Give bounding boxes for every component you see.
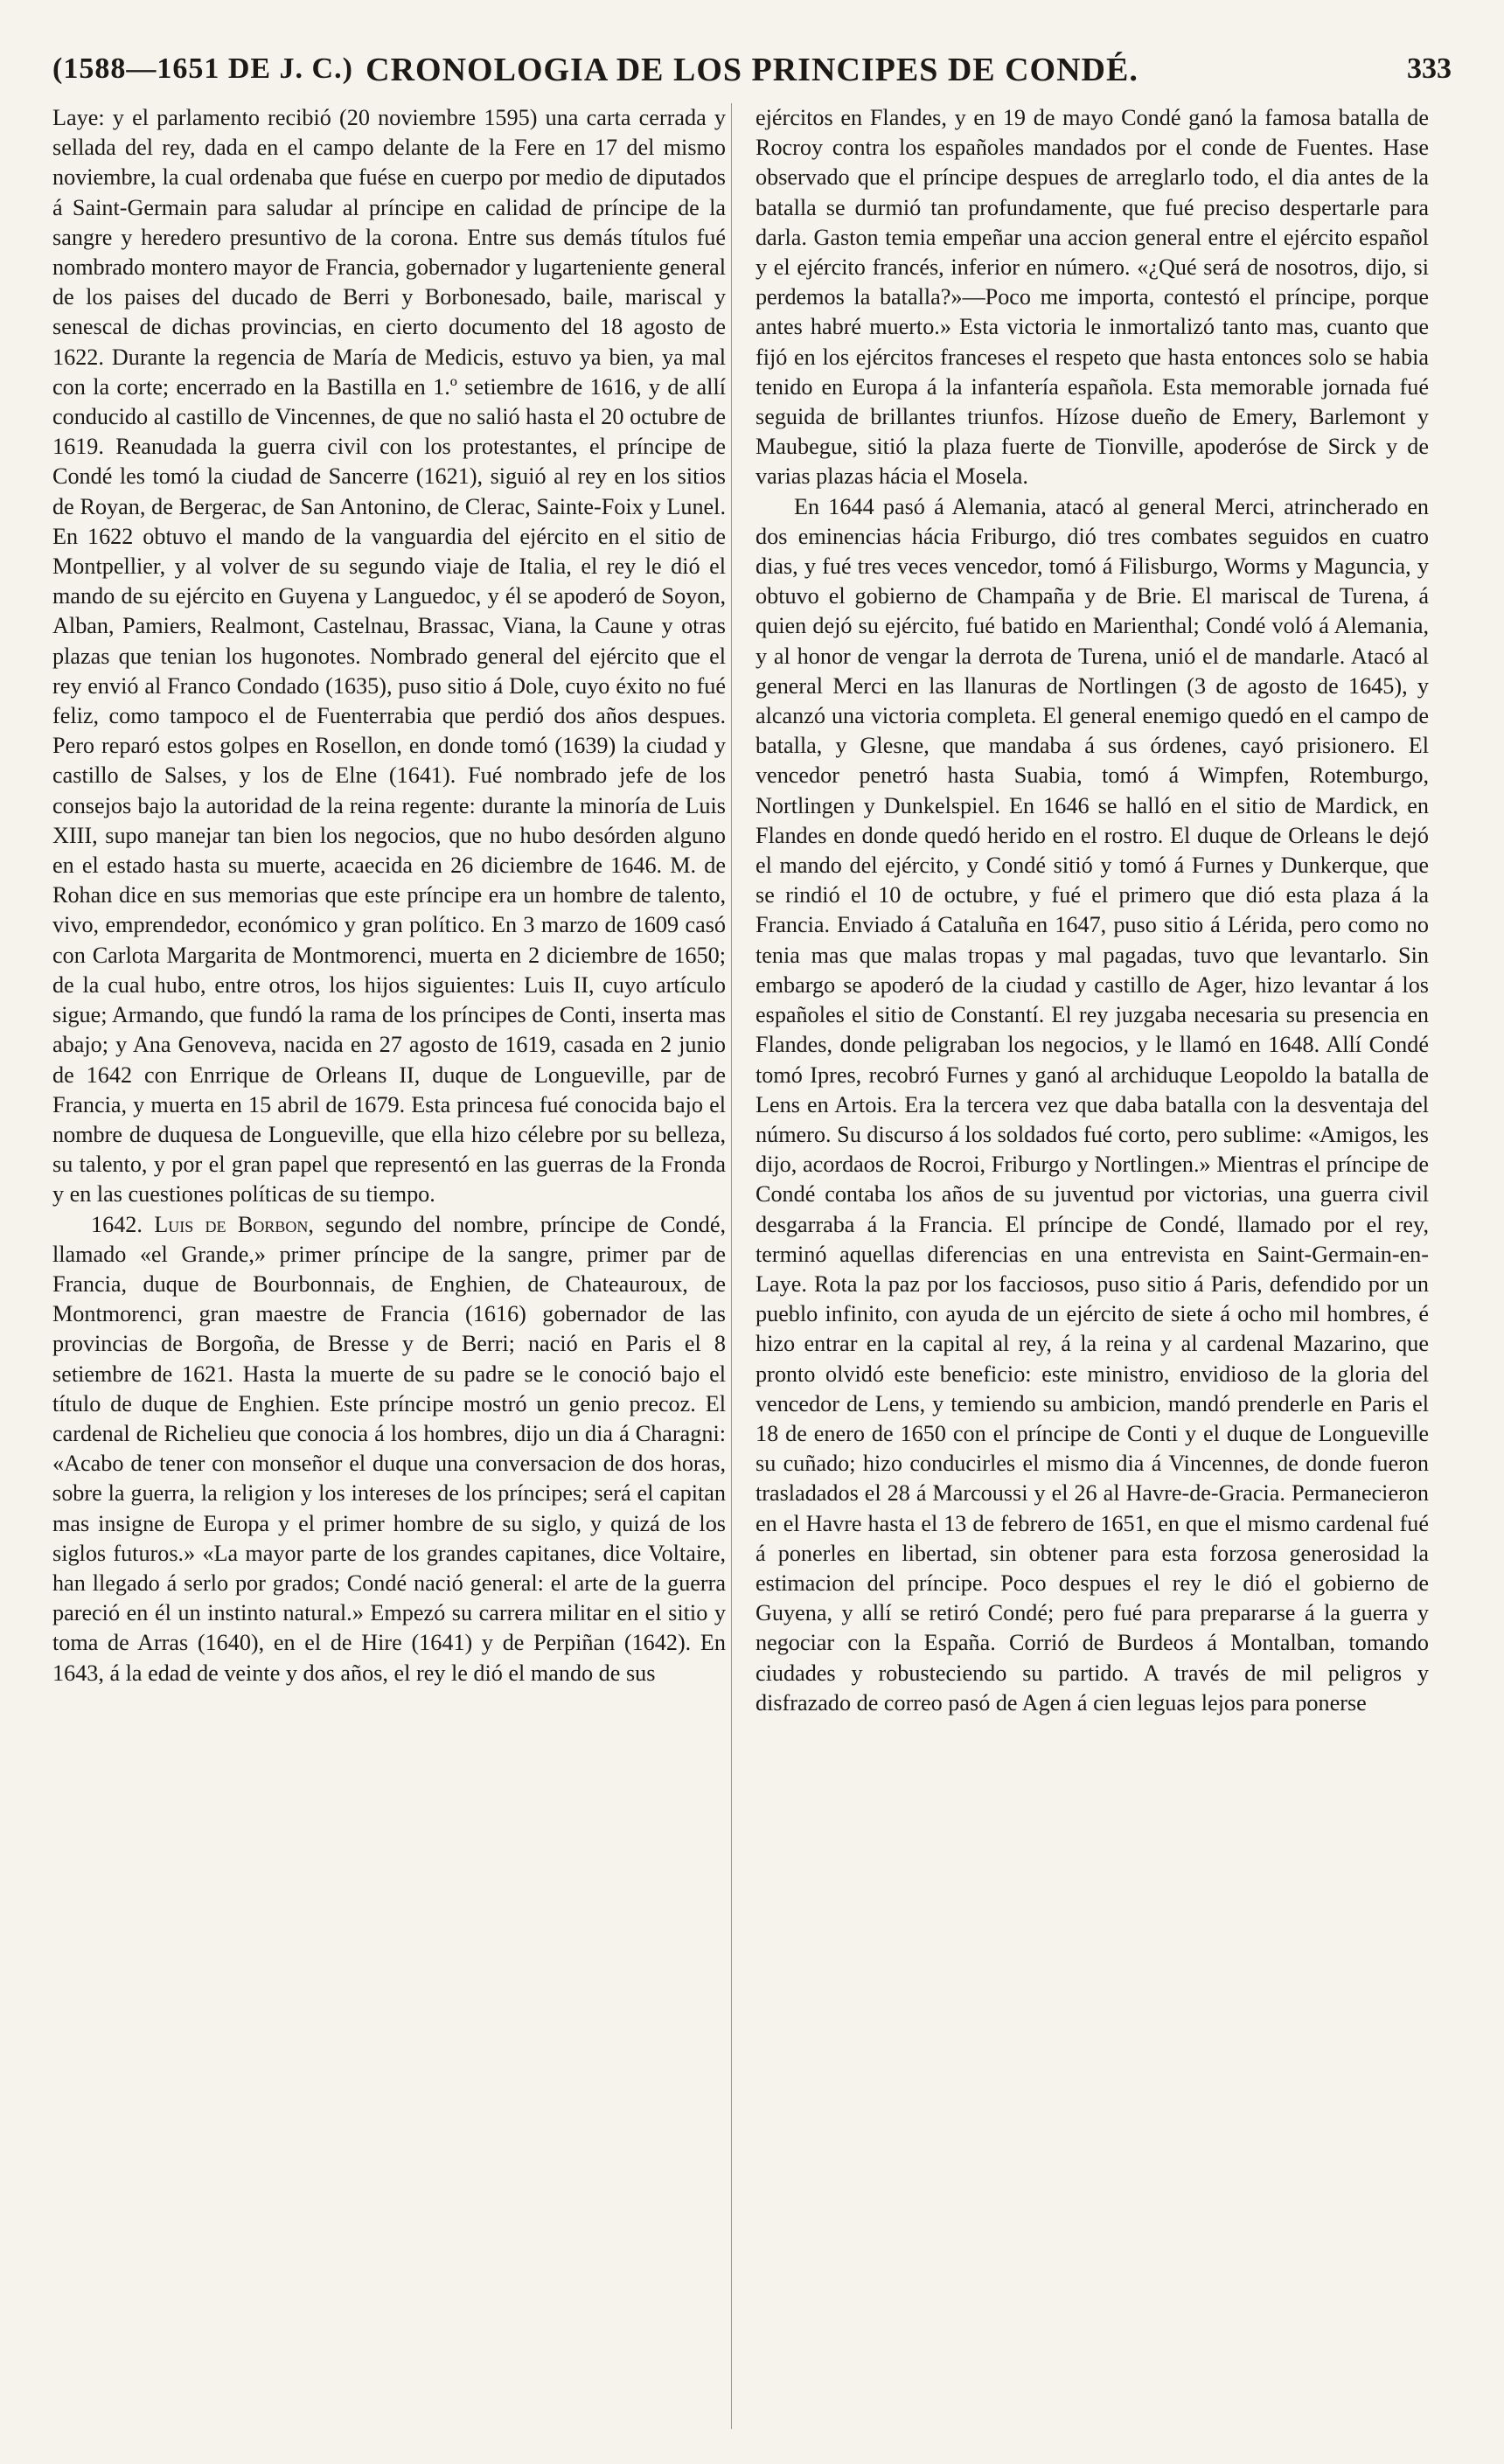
paragraph-enrique-ii: Laye: y el parlamento recibió (20 noviembre 1595) una carta cerrada y sellada del rey, dada en el campo delante de la Fere en 17 del mismo noviembre, la cual ordenaba que fuése en cuerpo por medio de diputados á Saint-Germain para saludar al príncipe en calidad de príncipe de la sangre y heredero presuntivo de la corona. Entre sus demás títulos fué nombrado montero mayor de Francia, gobernador y lugarteniente general de los paises del ducado de Berri y Borbonesado, baile, mariscal y senescal de dichas provincias, en cierto documento del 18 agosto de 1622. Durante la regencia de María de Medicis, estuvo ya bien, ya mal con la corte; encerrado en la Bastilla en 1.º setiembre de 1616, y de allí conducido al castillo de Vincennes, de que no salió hasta el 20 octubre de 1619. Reanudada la guerra civil con los protestantes, el príncipe de Condé les tomó la ciudad de Sancerre (1621), siguió al rey en los sitios de Royan, de Bergerac, de San Antonino, de Clerac, Sainte-Foix y Lunel. En 1622 obtuvo el mando de la vanguardia del ejército en el sitio de Montpellier, y al volver de su segundo viaje de Italia, el rey le dió el mando de su ejército en Guyena y Languedoc, y él se apoderó de Soyon, Alban, Pamiers, Realmont, Castelnau, Brassac, Viana, la Caune y otras plazas que tenian los hugonotes. Nombrado general del ejército que el rey envió al Franco Condado (1635), puso sitio á Dole, cuyo éxito no fué feliz, como tampoco el de Fuenterrabia que perdió dos años despues. Pero reparó estos golpes en Rosellon, en donde tomó (1639) la ciudad y castillo de Salses, y los de Elne (1641). Fué nombrado jefe de los consejos bajo la autoridad de la reina regente: durante la minoría de Luis XIII, supo manejar tan bien los negocios, que no hubo desórden alguno en el estado hasta su muerte, acaecida en 26 diciembre de 1646. M. de Rohan dice en sus memorias que este príncipe era un hombre de talento, vivo, emprendedor, económico y gran político. En 3 marzo de 1609 casó con Carlota Margarita de Montmorenci, muerta en 2 diciembre de 1650; de la cual hubo, entre otros, los hijos siguientes: Luis II, cuyo artículo sigue; Armando, que fundó la rama de los príncipes de Conti, inserta mas abajo; y Ana Genoveva, nacida en 27 agosto de 1619, casada en 2 junio de 1642 con Enrrique de Orleans II, duque de Longueville, par de Francia, y muerta en 15 abril de 1679. Esta princesa fué conocida bajo el nombre de duquesa de Longueville, que ella hizo célebre por su belleza, su talento, y por el gran papel que representó en las guerras de la Fronda y en las cuestiones políticas de su tiempo. [52,105,726,1208]
paragraph-alemania: En 1644 pasó á Alemania, atacó al general Merci, atrincherado en dos eminencias hácia Friburgo, dió tres combates seguidos en cuatro dias, y fué tres veces vencedor, tomó á Filisburgo, Worms y Maguncia, y obtuvo el gobierno de Champaña y de Brie. El mariscal de Turena, á quien dejó su ejército, fué batido en Marienthal; Condé voló á Alemania, y al honor de vengar la derrota de Turena, unió el de mandarle. Atacó al general Merci en las llanuras de Nortlingen (3 de agosto de 1645), y alcanzó una victoria completa. El general enemigo quedó en el campo de batalla, y Glesne, que mandaba á sus órdenes, cayó prisionero. El vencedor penetró hasta Suabia, tomó á Wimpfen, Rotemburgo, Nortlingen y Dunkelspiel. En 1646 se halló en el sitio de Mardick, en Flandes en donde quedó herido en el rostro. El duque de Orleans le dejó el mando del ejército, y Condé sitió y tomó á Furnes y Dunkerque, que se rindió el 10 de octubre, y fué el primero que dió esta plaza á la Francia. Enviado á Cataluña en 1647, puso sitio á Lérida, pero como no tenia mas que malas tropas y mal pagadas, tuvo que levantarlo. Sin embargo se apoderó de la ciudad y castillo de Ager, hizo levantar á los españoles el sitio de Constantí. El rey juzgaba necesaria su presencia en Flandes, donde peligraban los negocios, y le llamó en 1648. Allí Condé tomó Ipres, recobró Furnes y ganó al archiduque Leopoldo la batalla de Lens en Artois. Era la tercera vez que daba batalla con la desventaja del número. Su discurso á los soldados fué corto, pero sublime: «Amigos, les dijo, acordaos de Rocroi, Friburgo y Nortlingen.» Mientras el príncipe de Condé contaba los años de su juventud por victorias, una guerra civil desgarraba á la Francia. El príncipe de Condé, llamado por el rey, terminó aquellas diferencias en una entrevista en Saint-Germain-en-Laye. Rota la paz por los facciosos, puso sitio á Paris, defendido por un pueblo infinito, con ayuda de un ejército de siete á ocho mil hombres, é hizo entrar en la capital al rey, á la reina y al cardenal Mazarino, que pronto olvidó este beneficio: este ministro, envidioso de la gloria del vencedor de Lens, y temiendo su ambicion, mandó prenderle en Paris el 18 de enero de 1650 con el príncipe de Conti y el duque de Longueville su cuñado; hizo conducirles el mismo dia á Vincennes, de donde fueron trasladados el 28 á Marcoussi y el 26 al Havre-de-Gracia. Permanecieron en el Havre hasta el 13 de febrero de 1651, en que el mismo cardenal fué á ponerles en libertad, sin obtener para esta forzosa generosidad la estimacion del príncipe. Poco despues el rey le dió el gobierno de Guyena, y allí se retiró Condé; pero fué para prepararse á la guerra y negociar con la España. Corrió de Burdeos á Montalban, tomando ciudades y robusteciendo su partido. A través de mil peligros y disfrazado de correo pasó de Agen á cien leguas lejos para ponerse [755,493,1429,1716]
entry-name: Luis de Borbon, [154,1211,314,1237]
header-date-range: (1588—1651 DE J. C.) [52,52,353,85]
header-title: CRONOLOGIA DE LOS PRINCIPES DE CONDÉ. [366,52,1138,88]
entry-text: segundo del nombre, príncipe de Condé, llamado «el Grande,» primer príncipe de la sangre, primer par de Francia, duque de Bourbonnais, de Enghien, de Chateauroux, de Montmorenci, gran maestre de Francia (1616) gobernador de las provincias de Borgoña, de Bresse y de Berri; nació en Paris el 8 setiembre de 1621. Hasta la muerte de su padre se le conoció bajo el título de duque de Enghien. Este príncipe mostró un genio precoz. El cardenal de Richelieu que conocia á los hombres, dijo un dia á Charagni: «Acabo de tener con monseñor el duque una conversacion de dos horas, sobre la guerra, la religion y los intereses de los príncipes; será el capitan mas insigne de Europa y el primer hombre de su siglo, y quizá de los siglos futuros.» «La mayor parte de los grandes capitanes, dice Voltaire, han llegado á serlo por grados; Condé nació general: el arte de la guerra pareció en él un instinto natural.» Empezó su carrera militar en el sitio y toma de Arras (1640), en el de Hire (1641) y de Perpiñan (1642). En 1643, á la edad de veinte y dos años, el rey le dió el mando de sus [52,1211,726,1686]
column-divider [731,103,732,2429]
right-column [755,103,1429,2429]
paragraph-luis-ii [52,1210,726,1688]
page-number: 333 [1407,52,1452,85]
entry-year: 1642. [91,1211,143,1237]
left-column [52,103,726,2429]
running-header [52,45,1452,98]
paragraph-rocroy: ejércitos en Flandes, y en 19 de mayo Condé ganó la famosa batalla de Rocroy contra los españoles mandados por el conde de Fuentes. Hase observado que el príncipe despues de arreglarlo todo, el dia antes de la batalla se durmió tan profundamente, que fué preciso despertarle para darla. Gaston temia empeñar una accion general entre el ejército español y el ejército francés, inferior en número. «¿Qué será de nosotros, dijo, si perdemos la batalla?»—Poco me importa, contestó el príncipe, porque antes habré muerto.» Esta victoria le inmortalizó tanto mas, cuanto que fijó en los ejércitos franceses el respeto que hasta entonces solo se habia tenido en Europa á la infantería española. Esta memorable jornada fué seguida de brillantes triunfos. Hízose dueño de Emery, Barlemont y Maubegue, sitió la plaza fuerte de Tionville, apoderóse de Sirck y de varias plazas hácia el Mosela. [755,105,1429,490]
